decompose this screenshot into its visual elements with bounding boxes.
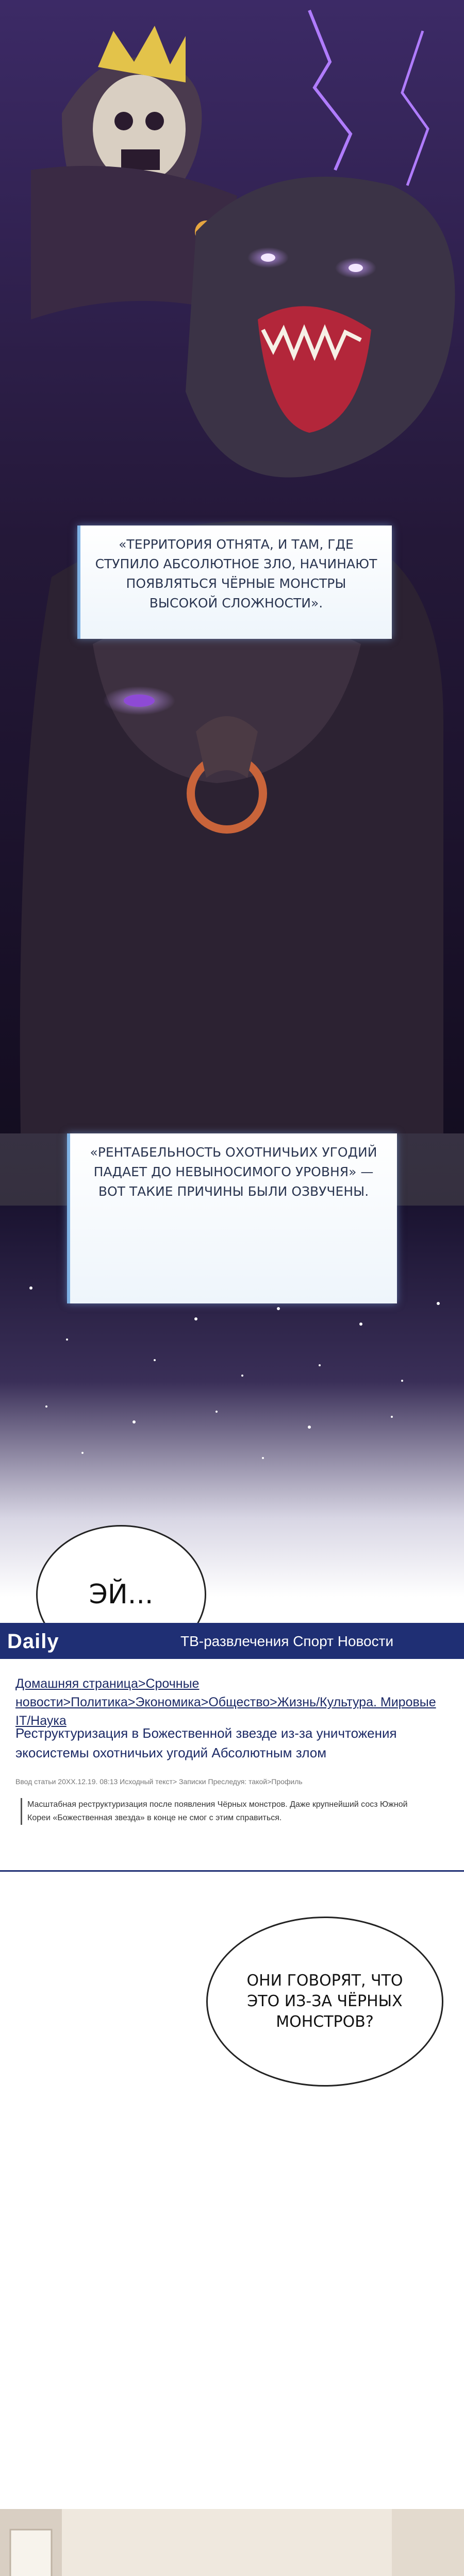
speech-bubble-eh-text: ЭЙ... [89,1579,154,1610]
caption-profitability-text: «РЕНТАБЕЛЬНОСТЬ ОХОТНИЧЬИХ УГОДИЙ ПАДАЕТ ДО НЕВЫНОСИМОГО УРОВНЯ» — ВОТ ТАКИЕ ПРИЧИНЫ БЫЛИ ОЗВУЧЕНЫ. [90,1145,377,1199]
news-article-summary: Масштабная реструктуризация после появления Чёрных монстров. Даже крупнейший сосз Южной Кореи «Божественная звезда» в конце не смог с этим справиться. [21,1798,419,1825]
speech-bubble-monsters [206,1917,443,2087]
news-divider [0,1870,464,1872]
room-scene-panel [0,2509,464,2576]
caption-territory-text: «ТЕРРИТОРИЯ ОТНЯТА, И ТАМ, ГДЕ СТУПИЛО АБСОЛЮТНОЕ ЗЛО, НАЧИНАЮТ ПОЯВЛЯТЬСЯ ЧЁРНЫЕ МОНСТРЫ ВЫСОКОЙ СЛОЖНОСТИ». [95,537,377,611]
caption-territory [77,526,392,639]
caption-profitability [67,1133,397,1303]
news-article-meta: Ввод статьи 20XX.12.19. 08:13 Исходный текст> Записки Преследуя: такой>Профиль [15,1777,303,1786]
news-header-bar [0,1623,464,1659]
news-headline[interactable]: Реструктуризация в Божественной звезде из-за уничтожения экосистемы охотничьих угодий Абсолютным злом [15,1725,397,1760]
news-nav-tabs[interactable]: ТВ-развлечения Спорт Новости [180,1633,394,1649]
news-logo[interactable]: Daily [7,1630,59,1653]
news-breadcrumb[interactable]: Домашняя страница>Срочные новости>Политика>Экономика>Общество>Жизнь/Культура. Мировые IT/Наука [15,1676,436,1728]
speech-bubble-monsters-text: ОНИ ГОВОРЯТ, ЧТО ЭТО ИЗ-ЗА ЧЁРНЫХ МОНСТРОВ? [246,1972,403,2031]
room-scene-illustration [0,2509,464,2576]
